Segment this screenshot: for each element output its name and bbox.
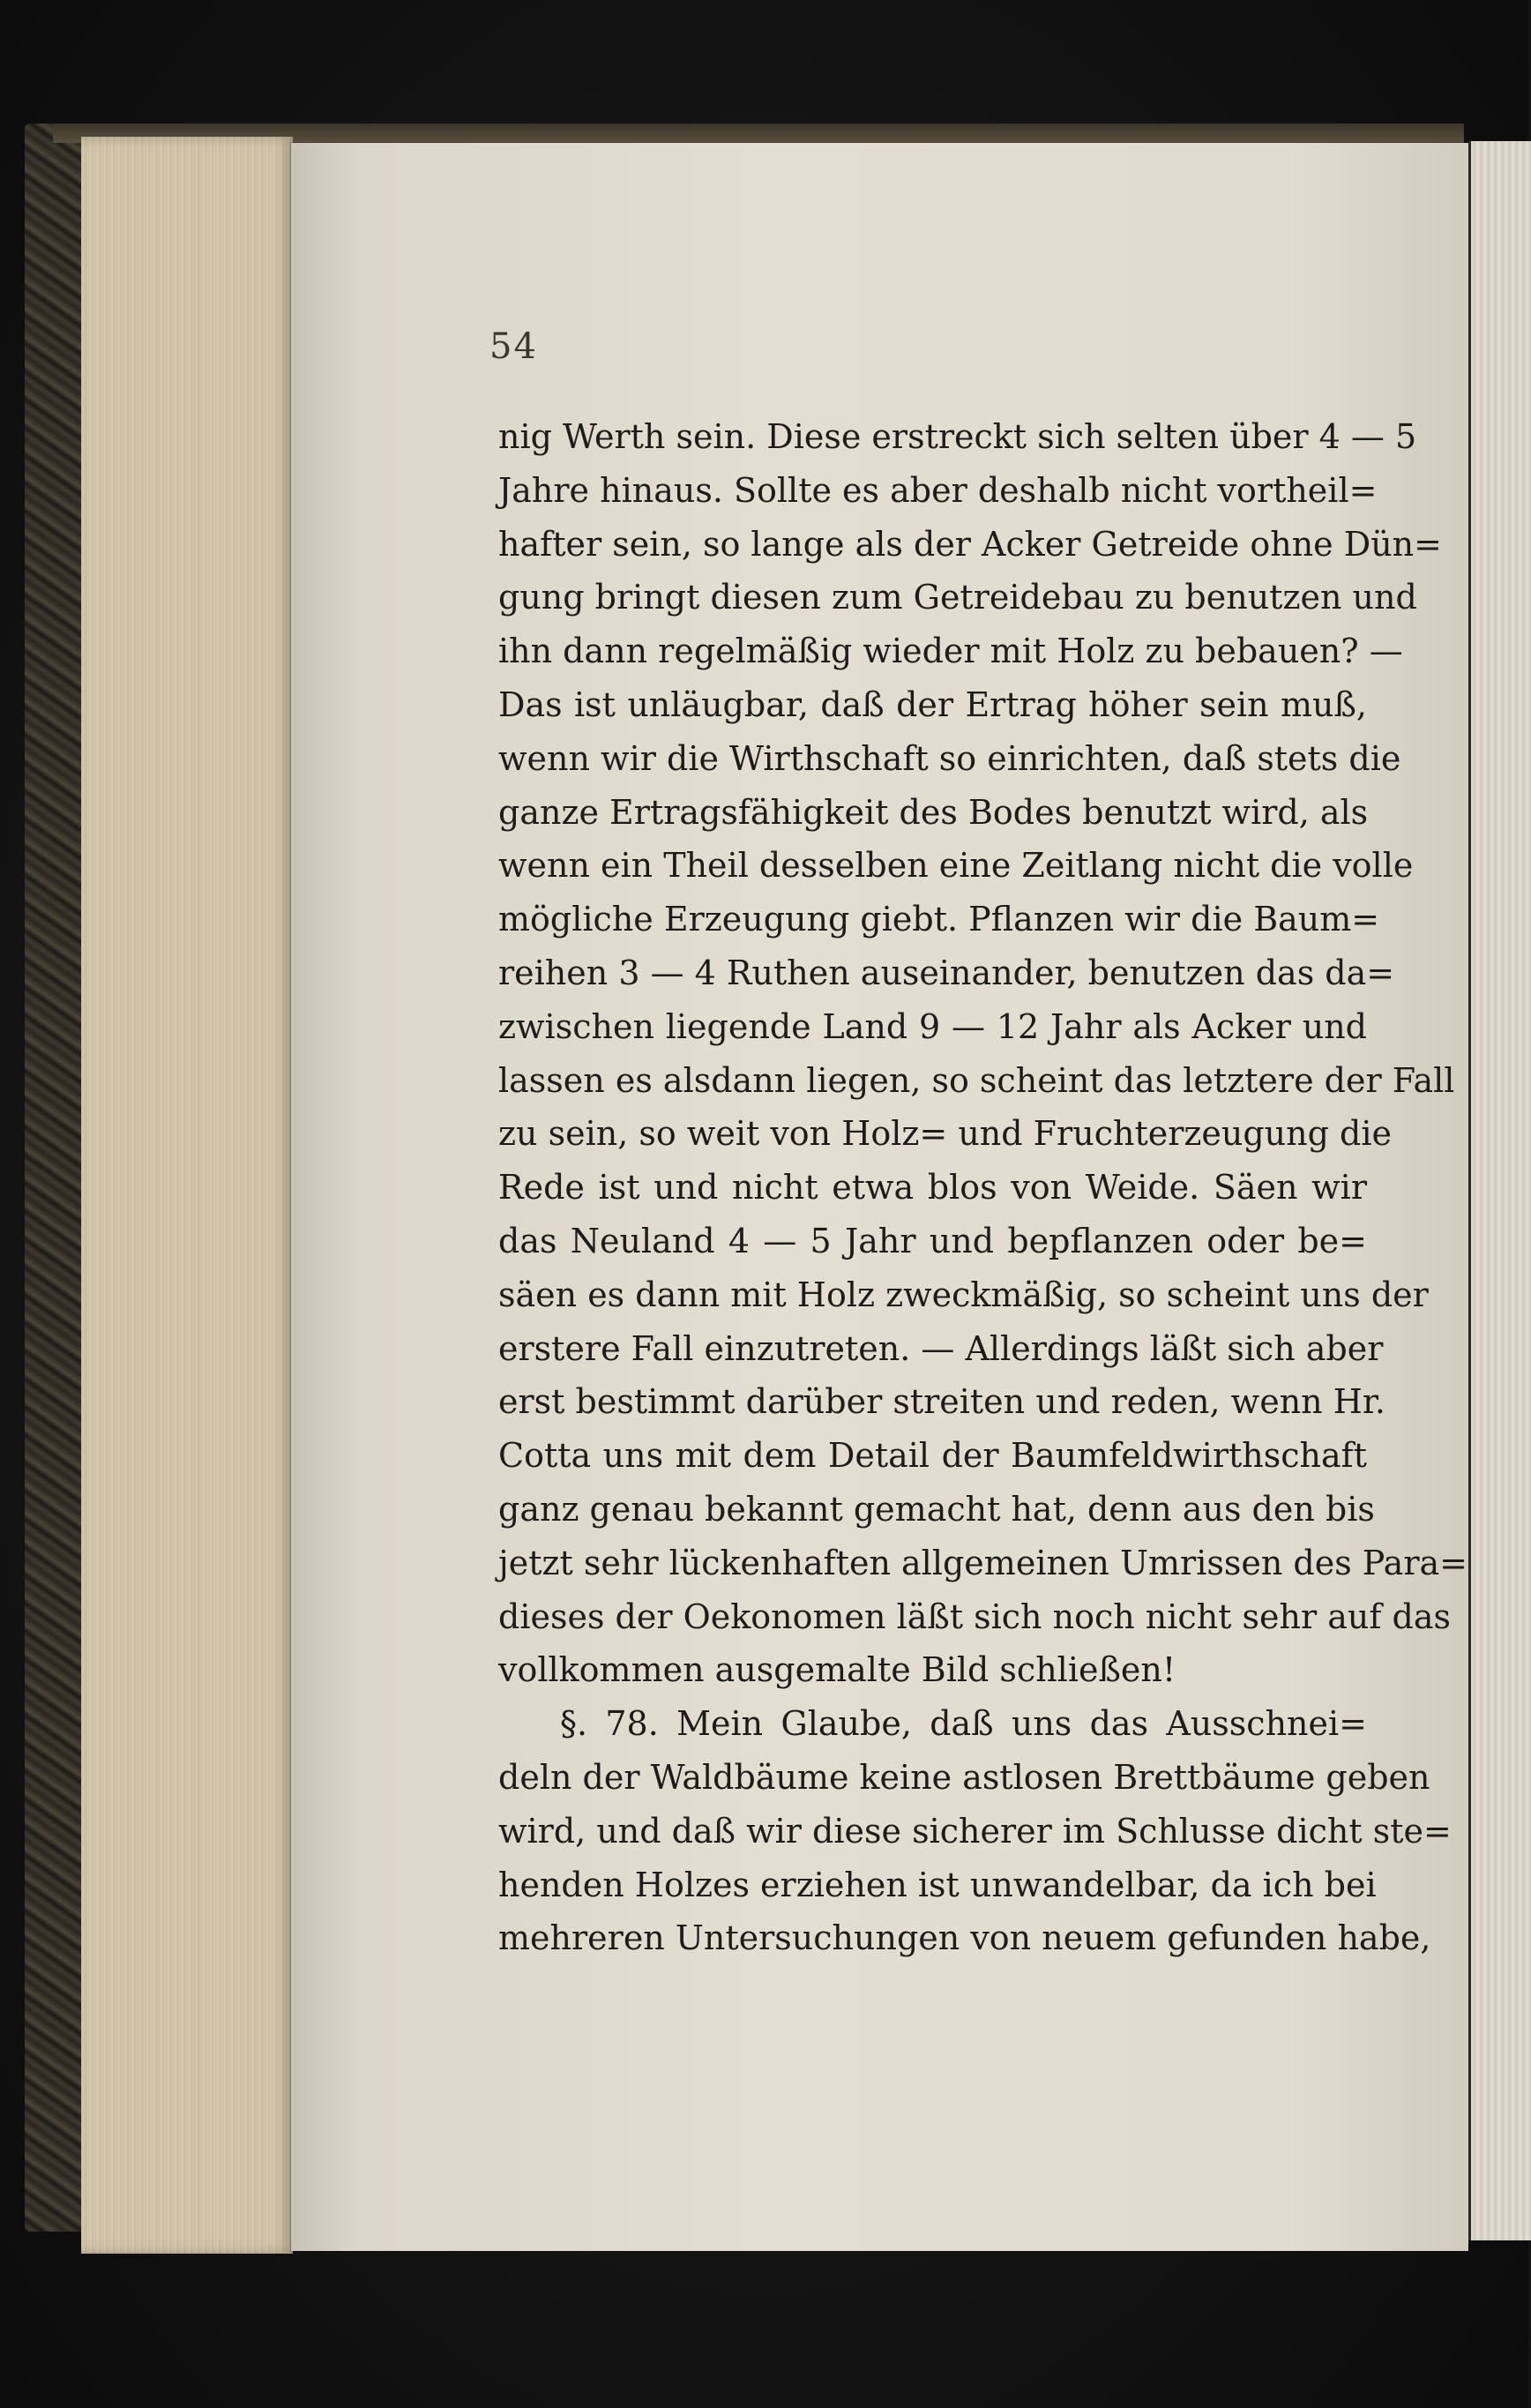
- section-start-line: §. 78. Mein Glaube, daß uns das Ausschnei=: [560, 1704, 1367, 1744]
- book-cover-left: [25, 123, 86, 2232]
- text-line: gung bringt diesen zum Getreidebau zu benutzen und: [498, 578, 1417, 617]
- text-line: wenn wir die Wirthschaft so einrichten, daß stets die: [498, 738, 1401, 778]
- text-line: dieses der Oekonomen läßt sich noch nicht sehr auf das: [498, 1597, 1451, 1636]
- page-block-edges: [81, 137, 293, 2254]
- text-line: vollkommen ausgemalte Bild schließen!: [498, 1650, 1176, 1690]
- text-line: erst bestimmt darüber streiten und reden, wenn Hr.: [498, 1382, 1385, 1422]
- text-line: ihn dann regelmäßig wieder mit Holz zu bebauen? —: [498, 632, 1403, 671]
- text-line: Rede ist und nicht etwa blos von Weide. Säen wir: [498, 1168, 1367, 1208]
- text-line: hafter sein, so lange als der Acker Getreide ohne Dün=: [498, 524, 1442, 564]
- text-line: jetzt sehr lückenhaften allgemeinen Umrissen des Para=: [498, 1543, 1468, 1582]
- text-line: henden Holzes erziehen ist unwandelbar, da ich bei: [498, 1865, 1377, 1904]
- text-line: zu sein, so weit von Holz= und Fruchterzeugung die: [498, 1114, 1392, 1154]
- text-line: reihen 3 — 4 Ruthen auseinander, benutzen das da=: [498, 953, 1395, 992]
- text-line: säen es dann mit Holz zweckmäßig, so scheint uns der: [498, 1275, 1429, 1314]
- page-number: 54: [489, 326, 538, 367]
- text-line: ganze Ertragsfähigkeit des Bodes benutzt wird, als: [498, 792, 1369, 832]
- text-line: wenn ein Theil desselben eine Zeitlang nicht die volle: [498, 846, 1414, 886]
- text-line: nig Werth sein. Diese erstreckt sich selten über 4 — 5: [498, 417, 1417, 456]
- text-line: ganz genau bekannt gemacht hat, denn aus den bis: [498, 1489, 1375, 1529]
- text-line: deln der Waldbäume keine astlosen Brettbäume geben: [498, 1757, 1430, 1797]
- text-line: erstere Fall einzutreten. — Allerdings läßt sich aber: [498, 1328, 1384, 1368]
- text-line: Jahre hinaus. Sollte es aber deshalb nicht vortheil=: [498, 470, 1378, 510]
- text-line: Das ist unläugbar, daß der Ertrag höher sein muß,: [498, 684, 1367, 724]
- text-line: mögliche Erzeugung giebt. Pflanzen wir die Baum=: [498, 900, 1380, 939]
- right-page-edge: [1468, 141, 1531, 2240]
- text-line: wird, und daß wir diese sicherer im Schlusse dicht ste=: [498, 1811, 1452, 1851]
- text-line: das Neuland 4 — 5 Jahr und bepflanzen oder be=: [498, 1221, 1367, 1260]
- text-line: zwischen liegende Land 9 — 12 Jahr als Acker und: [498, 1006, 1367, 1046]
- page-text: [498, 410, 1468, 1965]
- text-line: mehreren Untersuchungen von neuem gefunden habe,: [498, 1918, 1431, 1958]
- text-line: Cotta uns mit dem Detail der Baumfeldwirthschaft: [498, 1436, 1367, 1476]
- text-line: lassen es alsdann liegen, so scheint das letztere der Fall: [498, 1060, 1455, 1100]
